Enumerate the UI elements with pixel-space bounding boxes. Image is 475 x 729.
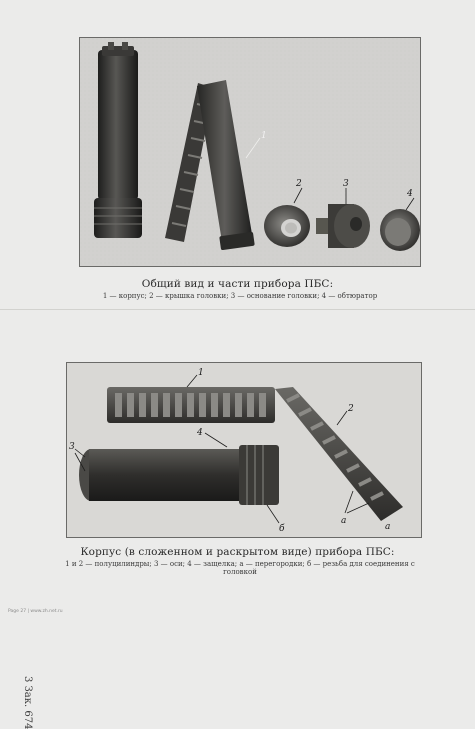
- callout-fig2-a1: а: [341, 516, 347, 526]
- footer-note: Page 27 | www.zh.net.ru: [8, 609, 63, 614]
- photo-body-open: [66, 362, 422, 538]
- callout-1: 1: [261, 131, 267, 141]
- callout-fig2-1: 1: [198, 368, 204, 378]
- side-note: [22, 676, 33, 729]
- callout-fig2-2: 2: [348, 404, 354, 414]
- callout-2: 2: [296, 179, 302, 189]
- callout-fig2-3: 3: [69, 442, 75, 452]
- device-parts-illustration: [80, 38, 420, 266]
- figure2-legend: 1 и 2 — полуцилиндры; 3 — оси; 4 — защелка; а — перегородки; б — резьба для соединения с головкой: [65, 560, 415, 576]
- figure1-title: Общий вид и части прибора ПБС:: [141, 278, 334, 290]
- side-note-text: 3 Зак. 674: [22, 676, 33, 729]
- assembled-device: [94, 42, 142, 238]
- callout-fig2-a2: а: [385, 522, 391, 532]
- figure2-title: Корпус (в сложенном и раскрытом виде) прибора ПБС:: [80, 546, 395, 558]
- figure1-legend: 1 — корпус; 2 — крышка головки; 3 — основание головки; 4 — обтюратор: [102, 292, 378, 300]
- bottom-page: [0, 310, 475, 729]
- callout-3: 3: [343, 179, 349, 189]
- callout-4: 4: [407, 189, 413, 199]
- photo-device-parts: [79, 37, 421, 267]
- callout-fig2-4: 4: [197, 428, 203, 438]
- callout-fig2-b: б: [279, 524, 285, 534]
- body-open-illustration: [67, 363, 421, 537]
- top-page: [0, 0, 475, 310]
